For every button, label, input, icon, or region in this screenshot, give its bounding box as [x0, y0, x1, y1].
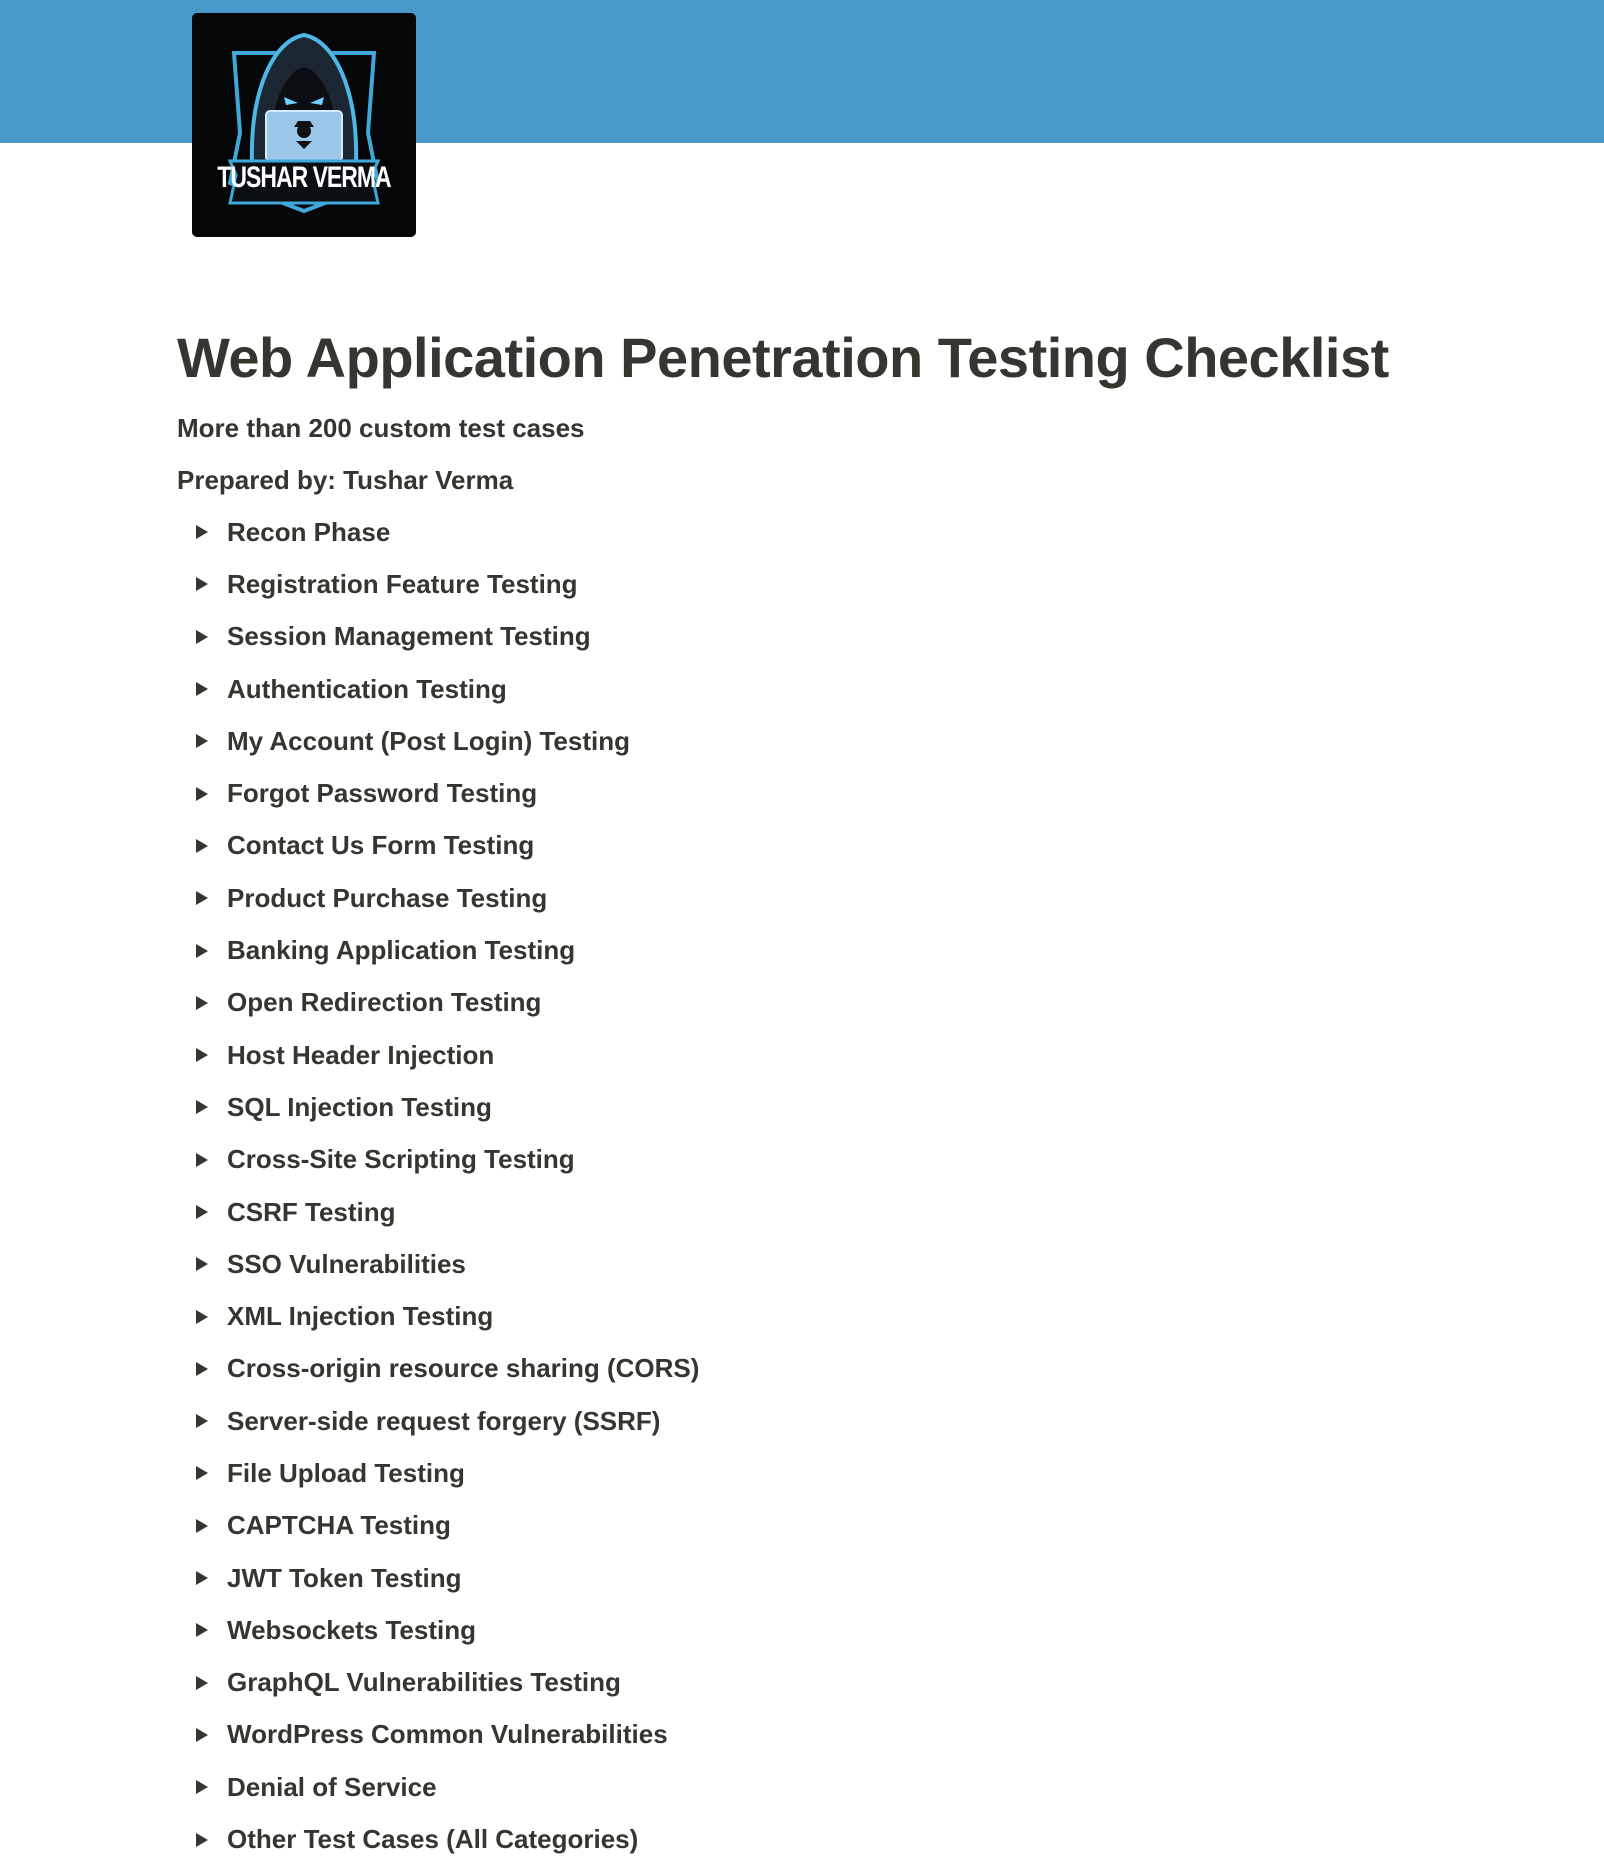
toggle-right-icon[interactable] — [189, 1304, 215, 1330]
toggle-right-icon[interactable] — [189, 990, 215, 1016]
toggle-right-icon[interactable] — [189, 938, 215, 964]
toggle-label: Product Purchase Testing — [227, 882, 548, 913]
toggle-right-icon[interactable] — [189, 1147, 215, 1173]
toggle-right-icon[interactable] — [189, 833, 215, 859]
toggle-right-icon[interactable] — [189, 728, 215, 754]
page-content — [177, 318, 1477, 1866]
toggle-item[interactable] — [177, 506, 1477, 558]
toggle-item[interactable] — [177, 1709, 1477, 1761]
toggle-label: File Upload Testing — [227, 1457, 465, 1488]
toggle-right-icon[interactable] — [189, 1565, 215, 1591]
toggle-right-icon[interactable] — [189, 1094, 215, 1120]
toggle-label: WordPress Common Vulnerabilities — [227, 1719, 668, 1750]
toggle-right-icon[interactable] — [189, 1617, 215, 1643]
subtitle-text[interactable]: More than 200 custom test cases — [177, 413, 585, 443]
toggle-item[interactable] — [177, 1134, 1477, 1186]
toggle-label: Contact Us Form Testing — [227, 830, 535, 861]
toggle-right-icon[interactable] — [189, 1408, 215, 1434]
toggle-label: Denial of Service — [227, 1771, 437, 1802]
toggle-label: Registration Feature Testing — [227, 568, 578, 599]
toggle-right-icon[interactable] — [189, 1722, 215, 1748]
toggle-item[interactable] — [177, 1186, 1477, 1238]
toggle-right-icon[interactable] — [189, 519, 215, 545]
toggle-label: SSO Vulnerabilities — [227, 1248, 466, 1279]
toggle-label: SQL Injection Testing — [227, 1091, 492, 1122]
toggle-item[interactable] — [177, 1604, 1477, 1656]
toggle-label: Open Redirection Testing — [227, 987, 542, 1018]
toggle-label: Banking Application Testing — [227, 935, 576, 966]
toggle-right-icon[interactable] — [189, 781, 215, 807]
toggle-item[interactable] — [177, 1238, 1477, 1290]
toggle-item[interactable] — [177, 1029, 1477, 1081]
toggle-label: Forgot Password Testing — [227, 778, 538, 809]
toggle-item[interactable] — [177, 1552, 1477, 1604]
hacker-logo-icon[interactable] — [192, 13, 416, 237]
toggle-right-icon[interactable] — [189, 1251, 215, 1277]
toggle-label: Server-side request forgery (SSRF) — [227, 1405, 661, 1436]
toggle-right-icon[interactable] — [189, 1513, 215, 1539]
toggle-item[interactable] — [177, 767, 1477, 819]
toggle-right-icon[interactable] — [189, 624, 215, 650]
logo-graphic — [192, 13, 416, 237]
toggle-right-icon[interactable] — [189, 1774, 215, 1800]
toggle-label: JWT Token Testing — [227, 1562, 462, 1593]
toggle-right-icon[interactable] — [189, 1670, 215, 1696]
toggle-right-icon[interactable] — [189, 1042, 215, 1068]
toggle-label: Websockets Testing — [227, 1614, 476, 1645]
toggle-right-icon[interactable] — [189, 676, 215, 702]
toggle-label: Cross-Site Scripting Testing — [227, 1144, 575, 1175]
toggle-right-icon[interactable] — [189, 571, 215, 597]
toggle-item[interactable] — [177, 872, 1477, 924]
toggle-item[interactable] — [177, 1395, 1477, 1447]
toggle-label: My Account (Post Login) Testing — [227, 725, 630, 756]
toggle-item[interactable] — [177, 1813, 1477, 1865]
toggle-right-icon[interactable] — [189, 1827, 215, 1853]
toggle-label: Session Management Testing — [227, 621, 591, 652]
toggle-item[interactable] — [177, 820, 1477, 872]
toggle-list — [177, 506, 1477, 1866]
toggle-right-icon[interactable] — [189, 1199, 215, 1225]
toggle-label: XML Injection Testing — [227, 1301, 494, 1332]
toggle-item[interactable] — [177, 558, 1477, 610]
page-title[interactable]: Web Application Penetration Testing Checklist — [177, 326, 1389, 389]
prepared-by-text[interactable]: Prepared by: Tushar Verma — [177, 465, 514, 495]
logo-text: TUSHAR VERMA — [217, 159, 391, 194]
toggle-label: Authentication Testing — [227, 673, 507, 704]
toggle-item[interactable] — [177, 611, 1477, 663]
toggle-label: Other Test Cases (All Categories) — [227, 1824, 639, 1855]
toggle-item[interactable] — [177, 1657, 1477, 1709]
toggle-label: Cross-origin resource sharing (CORS) — [227, 1353, 700, 1384]
toggle-label: GraphQL Vulnerabilities Testing — [227, 1667, 621, 1698]
toggle-item[interactable] — [177, 663, 1477, 715]
toggle-item[interactable] — [177, 1447, 1477, 1499]
toggle-right-icon[interactable] — [189, 1460, 215, 1486]
toggle-item[interactable] — [177, 1290, 1477, 1342]
toggle-label: Host Header Injection — [227, 1039, 495, 1070]
toggle-item[interactable] — [177, 924, 1477, 976]
toggle-right-icon[interactable] — [189, 885, 215, 911]
toggle-item[interactable] — [177, 1081, 1477, 1133]
toggle-label: CSRF Testing — [227, 1196, 396, 1227]
toggle-right-icon[interactable] — [189, 1356, 215, 1382]
toggle-label: CAPTCHA Testing — [227, 1510, 451, 1541]
toggle-item[interactable] — [177, 1343, 1477, 1395]
toggle-item[interactable] — [177, 1500, 1477, 1552]
toggle-item[interactable] — [177, 1761, 1477, 1813]
toggle-item[interactable] — [177, 977, 1477, 1029]
toggle-item[interactable] — [177, 715, 1477, 767]
toggle-label: Recon Phase — [227, 516, 391, 547]
